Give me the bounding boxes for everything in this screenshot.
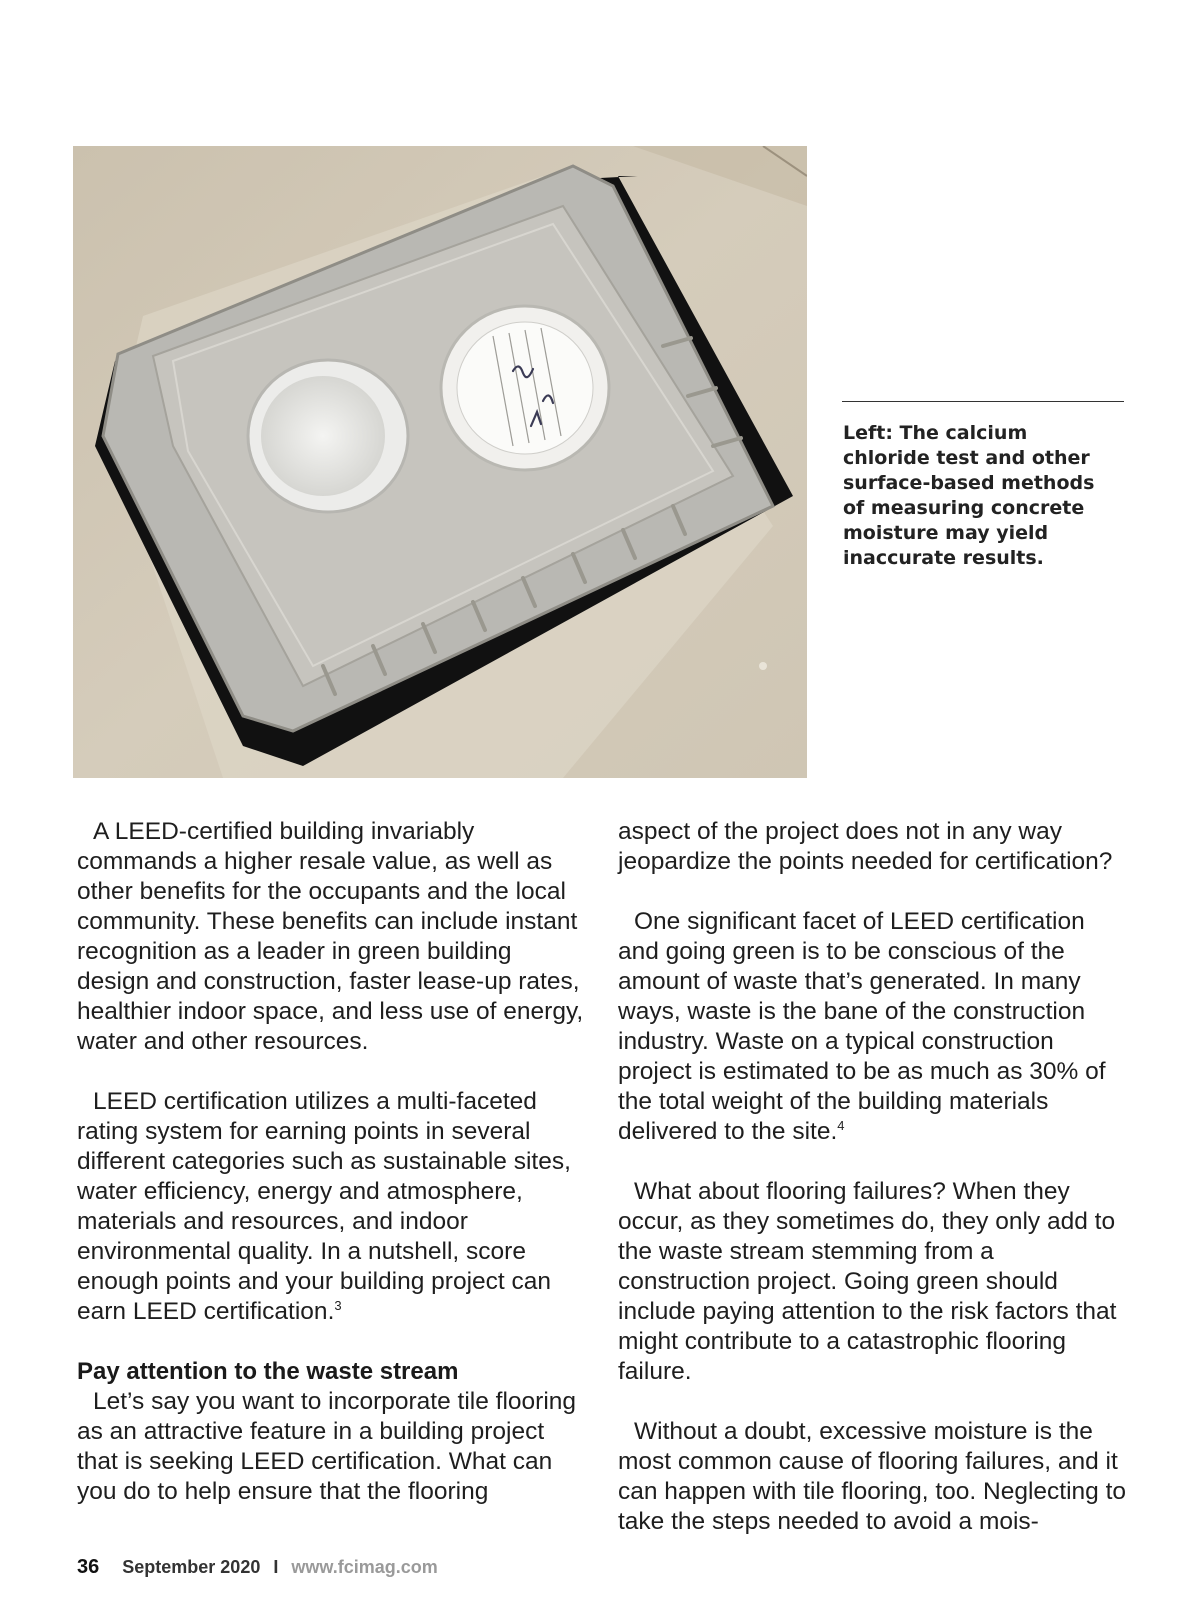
- body-paragraph: A LEED-certified building invariably commands a higher resale value, as well as other benefits for the occupants and the local community. These benefits can include instant recognition as a leader in green building design and construction, faster lease-up rates, healthier indoor space, and less use of energy, water and other resources.: [77, 818, 584, 1055]
- body-paragraph: One significant facet of LEED certification and going green is to be conscious of the amount of waste that’s generated. In many ways, waste is the bane of the construction industry. Waste on a typical construction project is estimated to be as much as 30% of the total weight of the building materials delivered to the site.$^4$: [618, 908, 1106, 1145]
- website-link[interactable]: www.fcimag.com: [291, 1557, 438, 1577]
- body-paragraph: Let’s say you want to incorporate tile flooring as an attractive feature in a building project that is seeking LEED certification. What can you do to help ensure that the flooring: [77, 1388, 577, 1505]
- caption-divider: [842, 401, 1124, 402]
- issue-date: September 2020: [122, 1557, 261, 1577]
- page-footer: [77, 1556, 438, 1579]
- body-paragraph: Without a doubt, excessive moisture is the most common cause of flooring failures, and it can happen with tile flooring, too. Neglecting to take the steps needed to avoid a mois-: [618, 1418, 1127, 1535]
- body-paragraph: LEED certification utilizes a multi-faceted rating system for earning points in several different categories such as sustainable sites, water efficiency, energy and atmosphere, materials and resources, and indoor environmental quality. In a nutshell, score enough points and your building project can earn LEED certification.$^3$: [77, 1088, 571, 1325]
- page-number: 36: [77, 1556, 100, 1578]
- footnote-ref: 4: [837, 1118, 845, 1133]
- footnote-ref: 3: [334, 1298, 342, 1313]
- dish-label-lid: [441, 306, 609, 470]
- left-column: [77, 817, 587, 1507]
- right-column: [618, 817, 1128, 1537]
- body-paragraph: aspect of the project does not in any way jeopardize the points needed for certification?: [618, 818, 1113, 875]
- body-paragraph: What about flooring failures? When they occur, as they sometimes do, they only add to the waste stream stemming from a construction project. Going green should include paying attention to the risk factors that might contribute to a catastrophic flooring failure.: [618, 1178, 1117, 1385]
- section-heading: Pay attention to the waste stream: [77, 1358, 459, 1385]
- footer-separator: I: [273, 1557, 279, 1577]
- calcium-chloride-dish: [248, 360, 408, 512]
- calcium-chloride-test-photo: [73, 146, 807, 778]
- photo-caption: Left: The calcium chloride test and other surface-based methods of measuring concrete moisture may yield inaccurate results.: [843, 422, 1095, 569]
